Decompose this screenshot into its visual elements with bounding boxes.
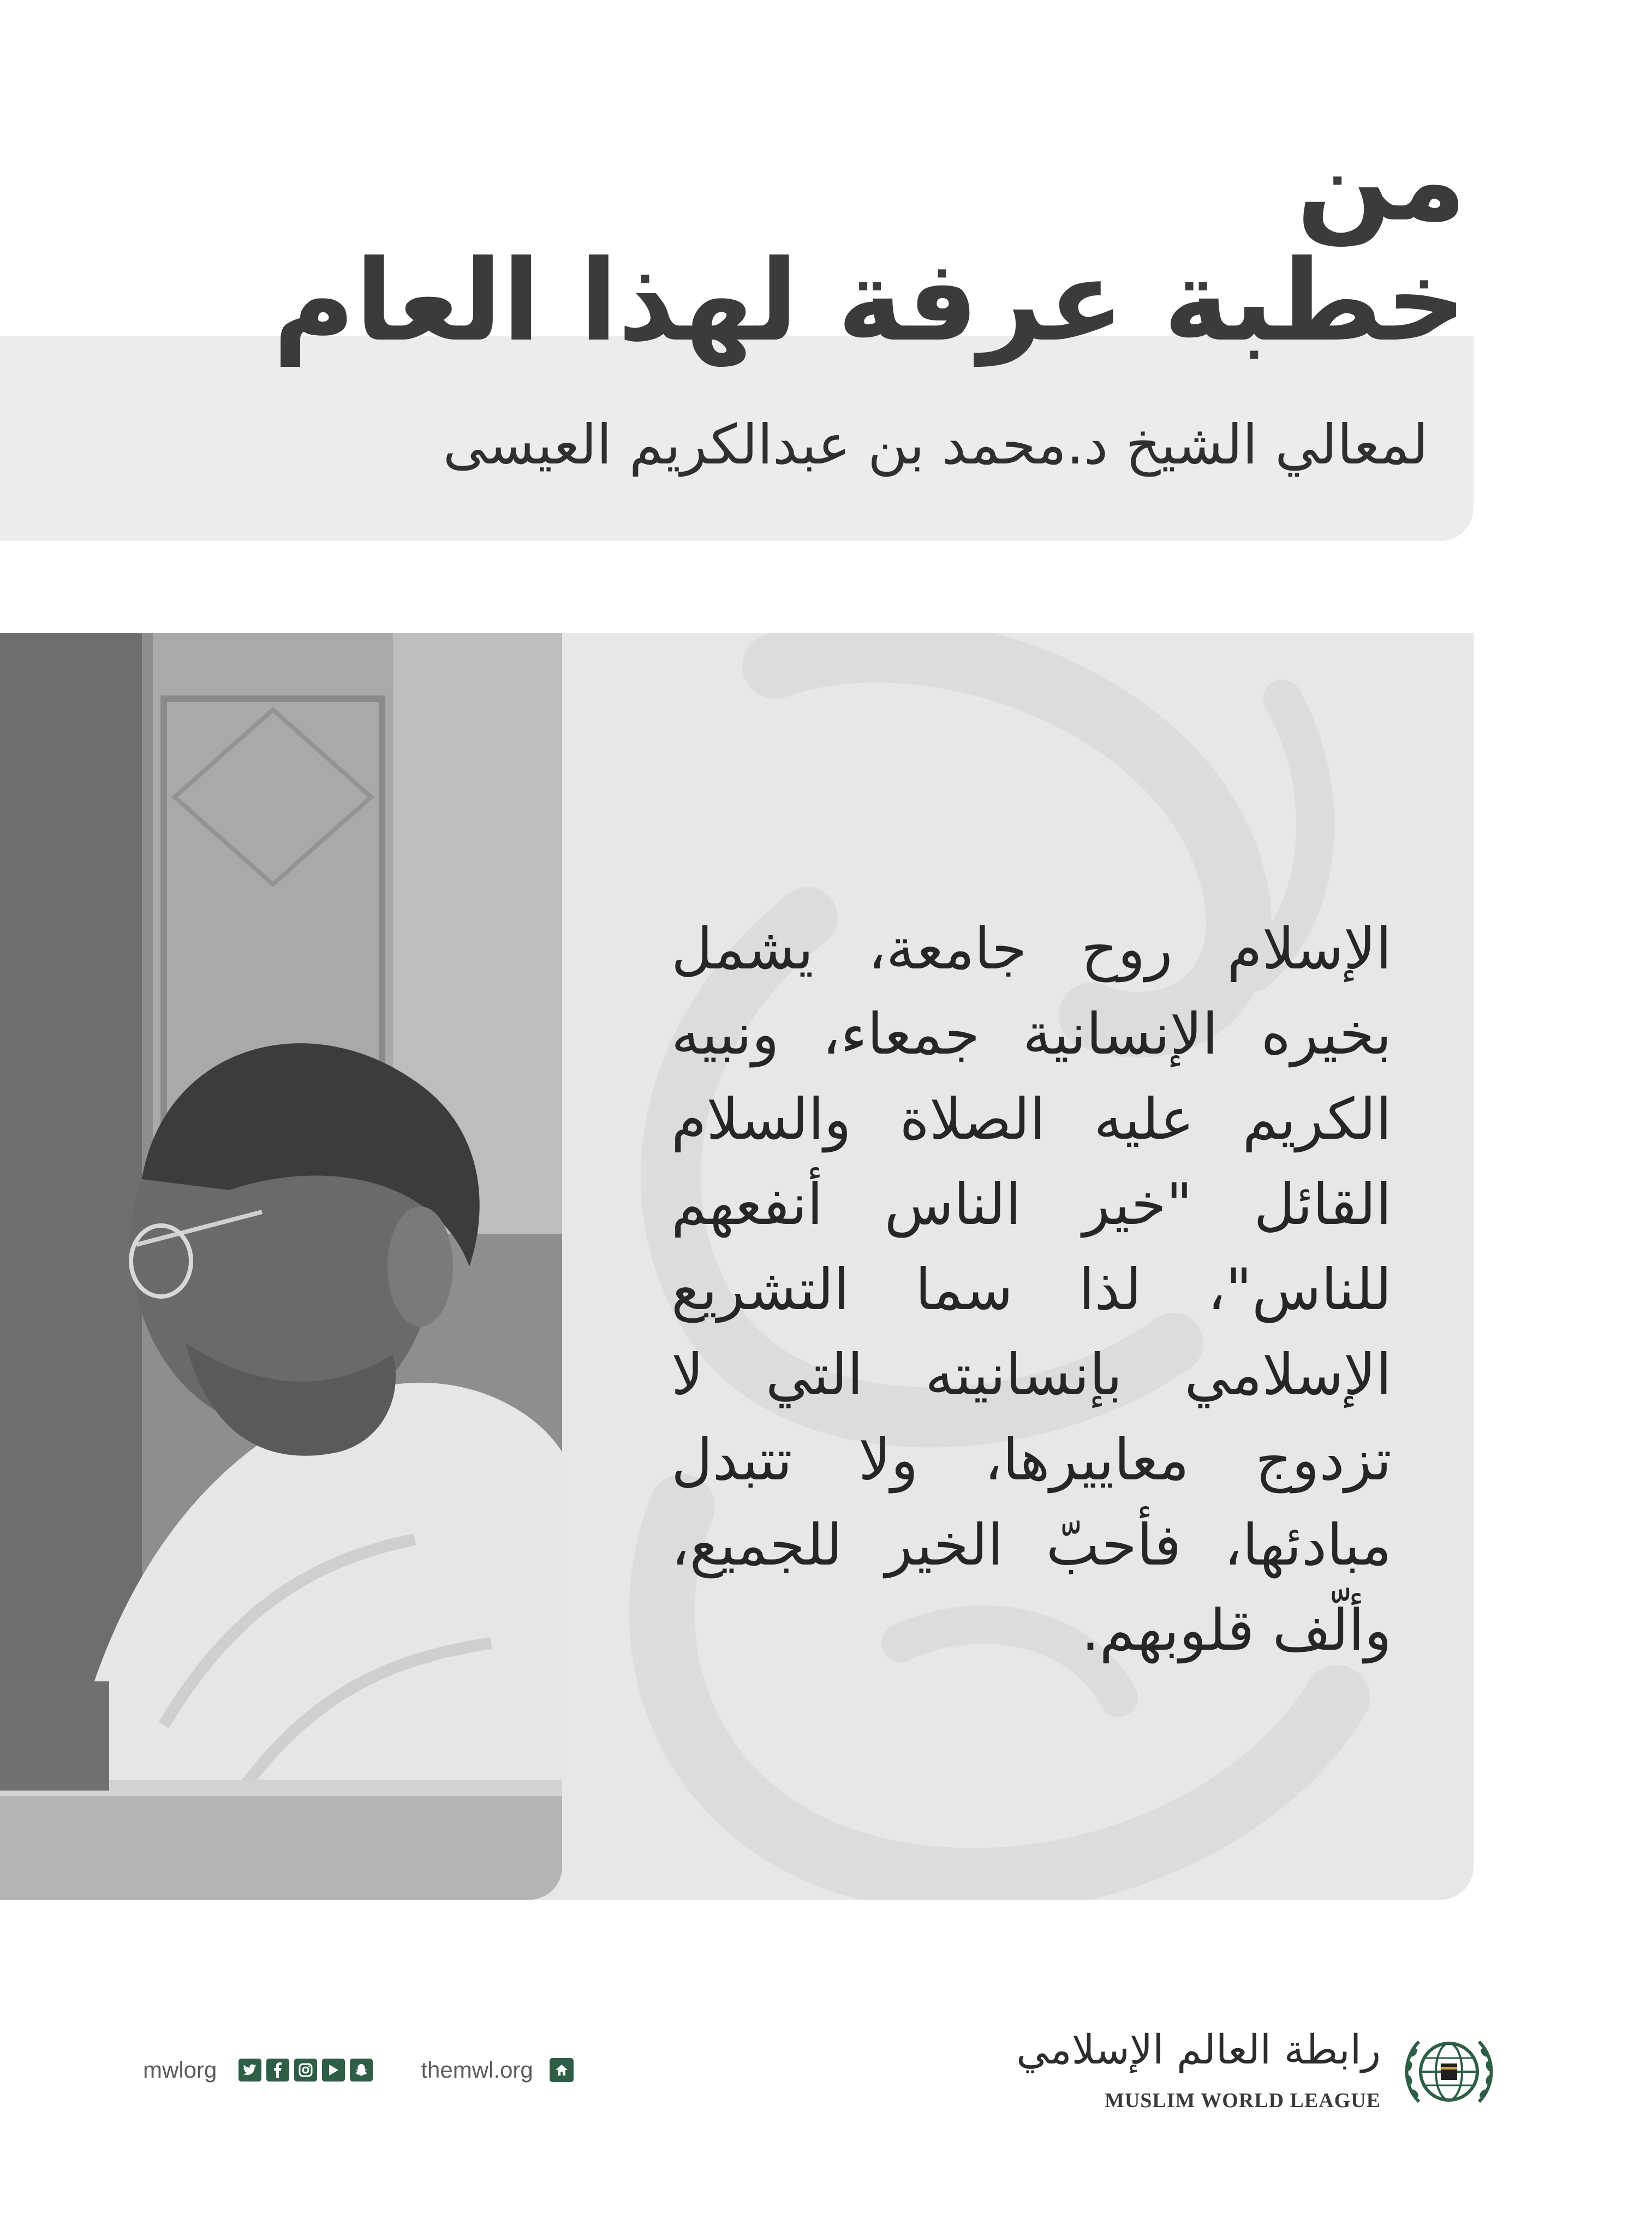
logo-arabic-name: رابطة العالم الإسلامي — [1016, 2026, 1381, 2073]
logo-english-name: MUSLIM WORLD LEAGUE — [1104, 2089, 1381, 2112]
twitter-icon[interactable] — [238, 2059, 261, 2082]
mwl-logo — [1016, 2020, 1506, 2124]
title-line-1: من — [1296, 116, 1466, 246]
mwl-emblem-icon — [1397, 2020, 1501, 2124]
social-icons — [238, 2059, 373, 2082]
subtitle: لمعالي الشيخ د.محمد بن عبدالكريم العيسى — [443, 413, 1428, 477]
home-icon[interactable] — [550, 2058, 574, 2082]
title-line-2: خطبة عرفة لهذا العام — [273, 236, 1466, 366]
footer-links — [143, 2054, 574, 2086]
instagram-icon[interactable] — [294, 2059, 317, 2082]
facebook-icon[interactable] — [266, 2059, 289, 2082]
youtube-icon[interactable] — [322, 2059, 345, 2082]
speaker-photo — [0, 633, 562, 1900]
website-link[interactable]: themwl.org — [421, 2057, 533, 2083]
snapchat-icon[interactable] — [350, 2059, 373, 2082]
quote-text: الإسلام روح جامعة، يشمل بخيره الإنسانية جمعاء، ونبيه الكريم عليه الصلاة والسلام القائل "خير الناس أنفعهم للناس"، لذا سما التشريع الإسلامي بإنسانيته التي لا تزدوج معاييرها، ولا تتبدل مبادئها، فأحبّ الخير للجميع، وألّف قلوبهم. — [671, 915, 1392, 1663]
social-handle[interactable]: mwlorg — [143, 2057, 217, 2083]
